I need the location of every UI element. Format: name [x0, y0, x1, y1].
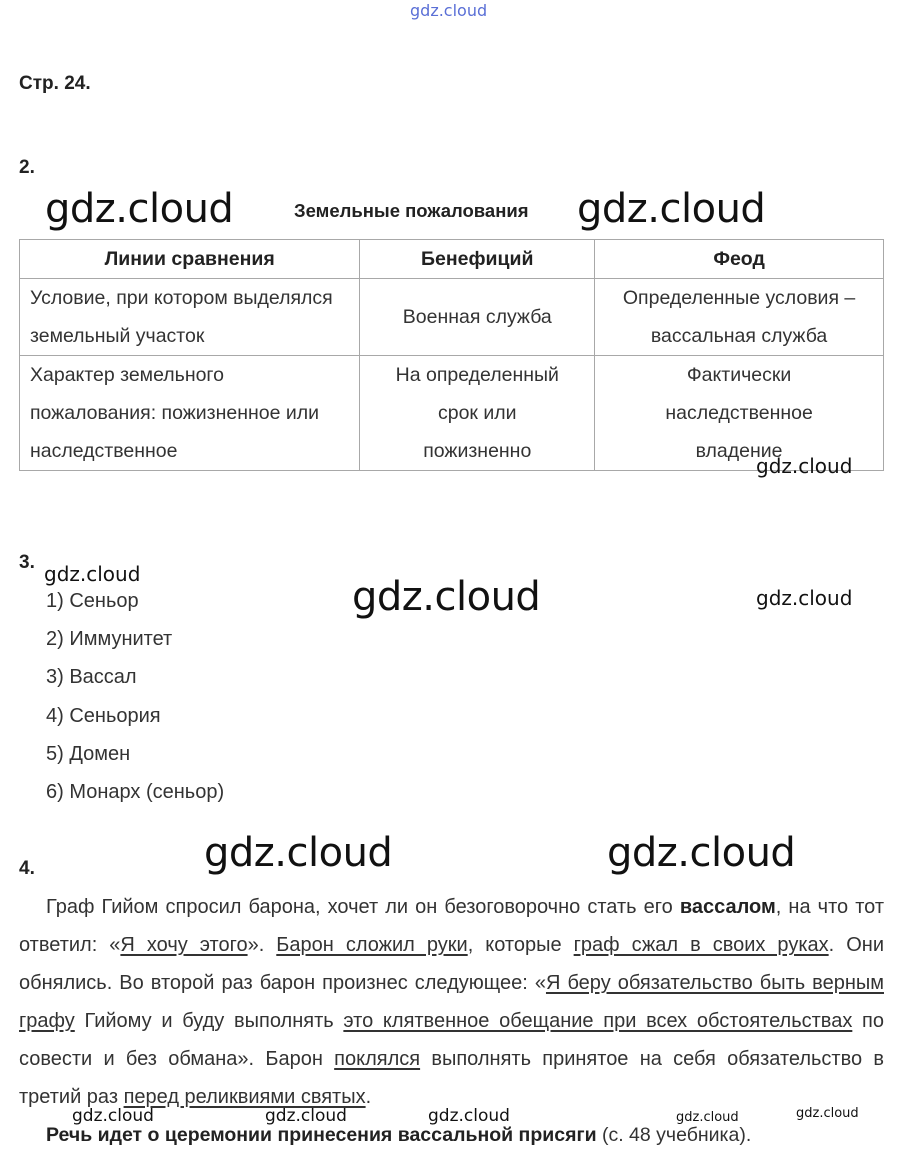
- text: Гийому и буду выполнять: [74, 1010, 344, 1032]
- bold-term: вассалом: [679, 896, 776, 918]
- table-cell: Военная служба: [360, 279, 595, 356]
- text: выполнять принятое на себя обязательство в третий раз: [19, 1048, 884, 1108]
- watermark: gdz.cloud: [577, 186, 766, 232]
- list-item: 5) Домен: [46, 742, 131, 765]
- watermark: gdz.cloud: [72, 1106, 154, 1126]
- table-row: [20, 356, 884, 471]
- list-item: 2) Иммунитет: [46, 628, 173, 651]
- text: .: [365, 1086, 372, 1108]
- list-item: 6) Монарх (сеньор): [46, 781, 225, 804]
- table-title: Земельные пожалования: [294, 200, 529, 221]
- text: Граф Гийом спросил барона, хочет ли он безоговорочно стать его: [46, 896, 680, 918]
- task4-paragraph: [19, 888, 884, 1116]
- watermark: gdz.cloud: [204, 830, 393, 876]
- task4-conclusion: [46, 1124, 751, 1147]
- table-cell: Условие, при котором выделялся земельный участок: [20, 279, 360, 356]
- task3-number: 3.: [19, 552, 35, 573]
- table-cell: На определенный срок или пожизненно: [360, 356, 595, 471]
- text: , которые: [467, 934, 574, 956]
- table-cell: Характер земельного пожалования: пожизненное или наследственное: [20, 356, 360, 471]
- task2-number: 2.: [19, 157, 35, 178]
- watermark: gdz.cloud: [352, 574, 541, 620]
- terms-list: [46, 582, 224, 811]
- text: ».: [247, 934, 277, 956]
- watermark: gdz.cloud: [756, 586, 853, 610]
- table-header: Феод: [595, 240, 884, 279]
- list-item: 3) Вассал: [46, 666, 137, 689]
- underlined-text: Барон сложил руки: [276, 934, 468, 956]
- table-row: [20, 279, 884, 356]
- comparison-table: [19, 239, 884, 471]
- text: по совести и без обмана». Барон: [19, 1010, 885, 1070]
- underlined-text: поклялся: [334, 1048, 421, 1070]
- watermark: gdz.cloud: [265, 1106, 347, 1126]
- watermark: gdz.cloud: [45, 186, 234, 232]
- table-header: Линии сравнения: [20, 240, 360, 279]
- page-heading: Стр. 24.: [19, 73, 91, 94]
- watermark-top: gdz.cloud: [410, 1, 488, 20]
- watermark: gdz.cloud: [796, 1106, 859, 1121]
- table-cell: Определенные условия – вассальная служба: [595, 279, 884, 356]
- watermark: gdz.cloud: [428, 1106, 510, 1126]
- watermark: gdz.cloud: [676, 1110, 739, 1125]
- watermark: gdz.cloud: [756, 454, 853, 478]
- list-item: 1) Сеньор: [46, 590, 139, 612]
- text: . Они обнялись. Во второй раз барон произнес следующее: «: [19, 934, 884, 994]
- table-cell: Фактически наследственное владение: [595, 356, 884, 471]
- conclusion-rest: (с. 48 учебника).: [596, 1124, 752, 1146]
- underlined-text: Я беру обязательство быть верным графу: [19, 972, 884, 1032]
- underlined-text: перед реликвиями святых: [123, 1086, 366, 1108]
- underlined-text: граф сжал в своих руках: [573, 934, 829, 956]
- watermark: gdz.cloud: [607, 830, 796, 876]
- list-item: 4) Сеньория: [46, 704, 161, 727]
- task4-number: 4.: [19, 858, 35, 879]
- table-header-row: [20, 240, 884, 279]
- conclusion-bold: Речь идет о церемонии принесения вассальной присяги: [46, 1124, 597, 1146]
- underlined-text: это клятвенное обещание при всех обстоятельствах: [343, 1010, 853, 1032]
- watermark: gdz.cloud: [44, 562, 141, 586]
- table-header: Бенефиций: [360, 240, 595, 279]
- text: , на что тот ответил: «: [19, 896, 884, 956]
- underlined-text: Я хочу этого: [120, 934, 248, 956]
